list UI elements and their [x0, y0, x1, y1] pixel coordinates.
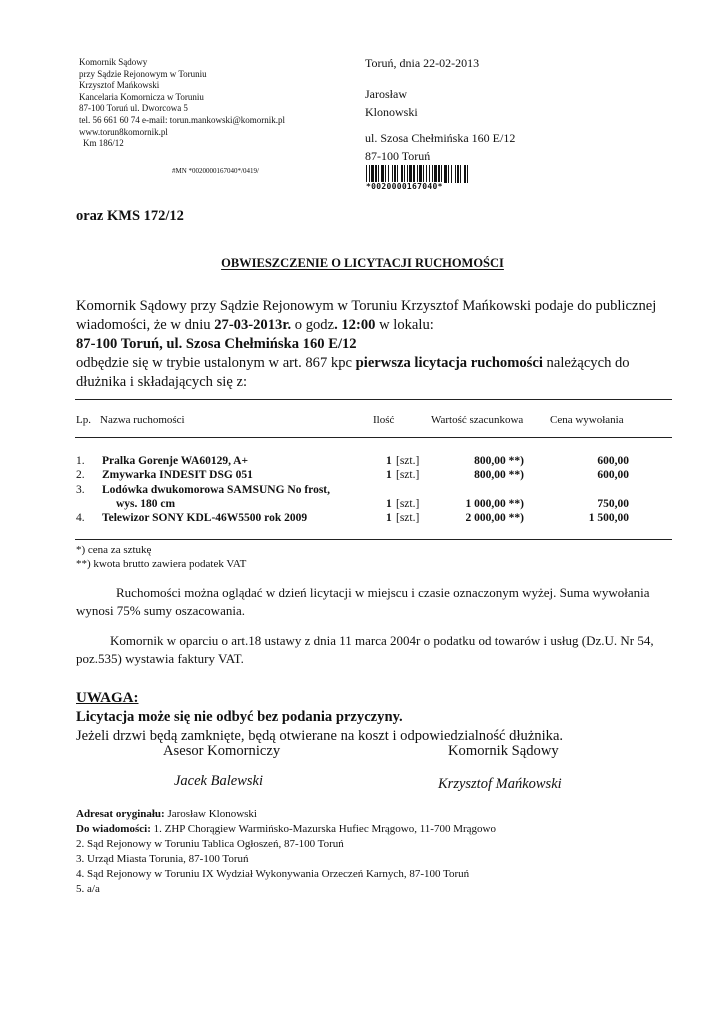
table-note: **) kwota brutto zawiera podatek VAT: [76, 558, 247, 570]
auction-location: 87-100 Toruń, ul. Szosa Chełmińska 160 E/12: [76, 336, 357, 352]
col-header-lp: Lp.: [76, 414, 91, 426]
barcode-bar: [438, 165, 440, 183]
sender-line: Krzysztof Mańkowski: [79, 80, 160, 91]
distribution-item: Do wiadomości: 1. ZHP Chorągiew Warmińsko-Mazurska Hufiec Mrągowo, 11-700 Mrągowo: [76, 823, 496, 835]
signature-title-left: Asesor Komorniczy: [163, 743, 281, 759]
document-title: OBWIESZCZENIE O LICYTACJI RUCHOMOŚCI: [221, 256, 504, 270]
warning-line: Jeżeli drzwi będą zamknięte, będą otwierane na koszt i odpowiedzialność dłużnika.: [76, 728, 564, 744]
barcode-bar: [378, 165, 379, 183]
recipient-name: Jarosław: [365, 87, 407, 101]
barcode-bar: [366, 165, 367, 183]
barcode-bar: [467, 165, 468, 183]
viewing-paragraph: Ruchomości można oglądać w dzień licytacji w miejscu i czasie oznaczonym wyżej. Suma wywołania wynosi 75% sumy oszacowania.: [76, 585, 650, 618]
distribution-item: 5. a/a: [76, 883, 100, 895]
place-date: Toruń, dnia 22-02-2013: [365, 56, 480, 70]
table-row: 1. Pralka Gorenje WA60129, A+ 1 [szt.] 800,00 **) 600,00: [76, 455, 629, 467]
barcode-bar: [385, 165, 386, 183]
table-rule-header: [75, 437, 672, 438]
signature-name-right: Krzysztof Mańkowski: [438, 776, 562, 792]
intro-line: Komornik Sądowy przy Sądzie Rejonowym w Toruniu Krzysztof Mańkowski podaje do publicznej: [76, 298, 657, 314]
barcode-bar: [444, 165, 447, 183]
barcode-bar: [404, 165, 405, 183]
barcode-bar: [432, 165, 433, 183]
recipient-block: [365, 85, 515, 165]
recipient-name: Klonowski: [365, 105, 418, 119]
barcode-bar: [426, 165, 427, 183]
col-header-price: Cena wywołania: [550, 414, 624, 426]
barcode-bar: [429, 165, 430, 183]
barcode-bar: [392, 165, 393, 183]
barcode-bar: [448, 165, 449, 183]
sender-line: Kancelaria Komornicza w Toruniu: [79, 91, 204, 102]
table-row: 4. Telewizor SONY KDL-46W5500 rok 2009 1 [szt.] 2 000,00 **) 1 500,00: [76, 512, 629, 524]
distribution-item: 2. Sąd Rejonowy w Toruniu Tablica Ogłoszeń, 87-100 Toruń: [76, 838, 344, 850]
col-header-value: Wartość szacunkowa: [431, 414, 524, 426]
intro-line: odbędzie się w trybie ustalonym w art. 867 kpc pierwsza licytacja ruchomości należących do: [76, 355, 630, 371]
auction-date: 27-03-2013r.: [214, 317, 292, 333]
warning-block: [76, 689, 676, 746]
distribution-item: 4. Sąd Rejonowy w Toruniu IX Wydział Wykonywania Orzeczeń Karnych, 87-100 Toruń: [76, 868, 470, 880]
barcode-text: *0020000167040*: [366, 182, 443, 191]
barcode-bar: [464, 165, 466, 183]
table-rule-bottom: [75, 539, 672, 540]
barcode-bar: [409, 165, 412, 183]
sender-line: Komornik Sądowy: [79, 57, 148, 67]
barcode-bar: [413, 165, 415, 183]
barcode-bar: [407, 165, 408, 183]
barcode-bar: [455, 165, 456, 183]
barcode-bar: [375, 165, 377, 183]
barcode-bar: [441, 165, 442, 183]
recipient-street: ul. Szosa Chełmińska 160 E/12: [365, 131, 516, 145]
barcode-bar: [394, 165, 396, 183]
sender-line: tel. 56 661 60 74 e-mail: torun.mankowski@komornik.pl: [79, 114, 286, 125]
distribution-list: [76, 807, 496, 897]
barcode-bar: [371, 165, 374, 183]
intro-line: wiadomości, że w dniu 27-03-2013r. o godz. 12:00 w lokalu:: [76, 317, 434, 333]
col-header-qty: Ilość: [373, 414, 395, 426]
barcode-bar: [417, 165, 418, 183]
vat-paragraph: Komornik w oparciu o art.18 ustawy z dnia 11 marca 2004r o podatku od towarów i usług (Dz.U. Nr 54, poz.535) wystawia faktury VAT.: [76, 633, 654, 666]
table-notes: [76, 543, 246, 571]
barcode-bar: [457, 165, 459, 183]
intro-paragraph: [76, 297, 676, 392]
barcode-bar: [401, 165, 403, 183]
sender-block: [79, 57, 285, 150]
warning-line: Licytacja może się nie odbyć bez podania przyczyny.: [76, 709, 403, 725]
barcode-bar: [419, 165, 422, 183]
table-rule-top: [75, 399, 672, 400]
barcode-bar: [397, 165, 398, 183]
distribution-item: 3. Urząd Miasta Torunia, 87-100 Toruń: [76, 853, 249, 865]
intro-line: dłużnika i składających się z:: [76, 374, 248, 390]
table-row: 2. Zmywarka INDESIT DSG 051 1 [szt.] 800,00 **) 600,00: [76, 469, 629, 481]
signature-name-left: Jacek Balewski: [174, 773, 263, 789]
table-row: 3. Lodówka dwukomorowa SAMSUNG No frost, wys. 180 cm 1 [szt.] 1 000,00 **) 750,00: [76, 484, 629, 510]
barcode-bar: [423, 165, 424, 183]
recipient-city: 87-100 Toruń: [365, 149, 431, 163]
table-note: *) cena za sztukę: [76, 544, 152, 556]
addressee-line: Adresat oryginału: Jarosław Klonowski: [76, 808, 257, 820]
barcode-bar: [369, 165, 370, 183]
sender-line: przy Sądzie Rejonowym w Toruniu: [79, 68, 207, 79]
barcode-bar: [388, 165, 389, 183]
signature-title-right: Komornik Sądowy: [448, 743, 559, 759]
col-header-name: Nazwa ruchomości: [100, 414, 185, 426]
sender-line: 87-100 Toruń ul. Dworcowa 5: [79, 103, 188, 114]
barcode-bar: [460, 165, 461, 183]
mn-code: #MN *0020000167040*/0419/: [172, 167, 259, 175]
auction-time: . 12:00: [334, 317, 376, 333]
case-reference: oraz KMS 172/12: [76, 208, 184, 224]
barcode-bar: [381, 165, 384, 183]
sender-line: Km 186/12: [83, 138, 124, 149]
warning-heading: UWAGA:: [76, 690, 139, 706]
sender-line: www.torun8komornik.pl: [79, 126, 168, 137]
barcode-bar: [451, 165, 452, 183]
barcode-bar: [434, 165, 437, 183]
